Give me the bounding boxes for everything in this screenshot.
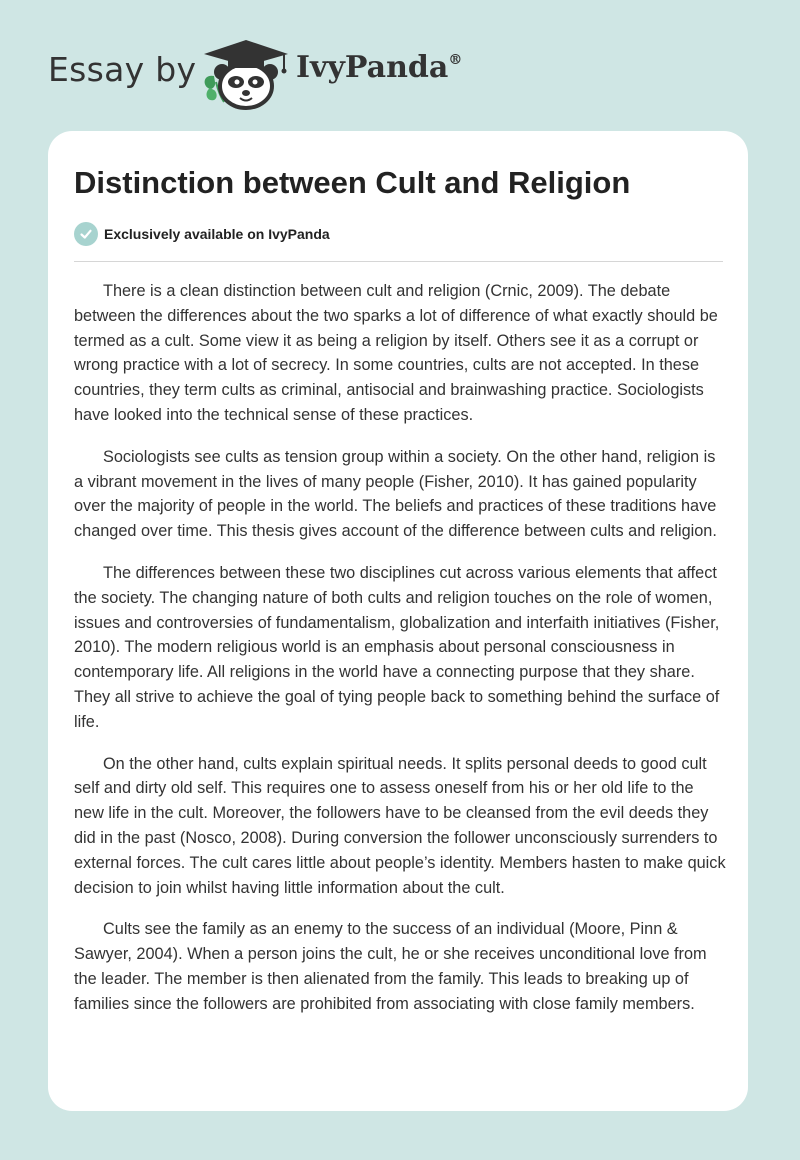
paragraph: The differences between these two disciplines cut across various elements that affect the society. The changing nature of both cults and religion touches on the role of women, issues and controversies of fundamentalism, globalization and interfaith initiatives (Fisher, 2010). The modern religious world is an emphasis about personal consciousness in contemporary life. All religions in the world have a connecting purpose that they share. They all strive to achieve the goal of tying people back to something behind the surface of life. [74, 563, 720, 731]
article-card [48, 131, 748, 1111]
article-body [74, 279, 726, 1034]
paragraph: Sociologists see cults as tension group within a society. On the other hand, religion is a vibrant movement in the lives of many people (Fisher, 2010). It has gained popularity over the majority of people in the world. The beliefs and practices of these traditions have changed over time. This thesis gives account of the difference between cults and religion. [74, 447, 717, 541]
registered-mark: ® [448, 52, 463, 68]
paragraph: On the other hand, cults explain spiritual needs. It splits personal deeds to good cult self and dirty old self. This requires one to assess oneself from his or her old life to the new life in the cult. Moreover, the followers have to be cleansed from the evil deeds they did in the past (Nosco, 2008). During conversion the follower unconsciously surrenders to external forces. The cult cares little about people’s identity. Members hasten to make quick decision to join whilst having little information about the cult. [74, 754, 726, 897]
exclusive-badge-label: Exclusively available on IvyPanda [104, 226, 330, 242]
brand-text: IvyPanda [296, 50, 449, 85]
site-header [0, 0, 800, 130]
paragraph: Cults see the family as an enemy to the success of an individual (Moore, Pinn & Sawyer, 2004). When a person joins the cult, he or she receives unconditional love from the leader. The member is then alienated from the family. This leads to breaking up of families since the followers are prohibited from associating with close family members. [74, 920, 707, 1013]
exclusive-badge [74, 222, 330, 246]
title-divider [74, 261, 723, 262]
essay-by-label: Essay by [48, 50, 197, 89]
ivypanda-logo-icon[interactable] [200, 36, 296, 110]
brand-name[interactable] [296, 50, 462, 85]
check-circle-icon [74, 222, 98, 246]
panda-graduation-cap-icon [204, 40, 288, 108]
page-title: Distinction between Cult and Religion [74, 165, 631, 200]
paragraph: There is a clean distinction between cult and religion (Crnic, 2009). The debate between the differences about the two sparks a lot of difference of what exactly should be termed as a cult. Some view it as being a religion by itself. Others see it as a corrupt or wrong practice with a lot of secrecy. In some countries, cults are not accepted. In these countries, they term cults as criminal, antisocial and brainwashing practice. Sociologists have looked into the technical sense of these practices. [74, 282, 718, 424]
